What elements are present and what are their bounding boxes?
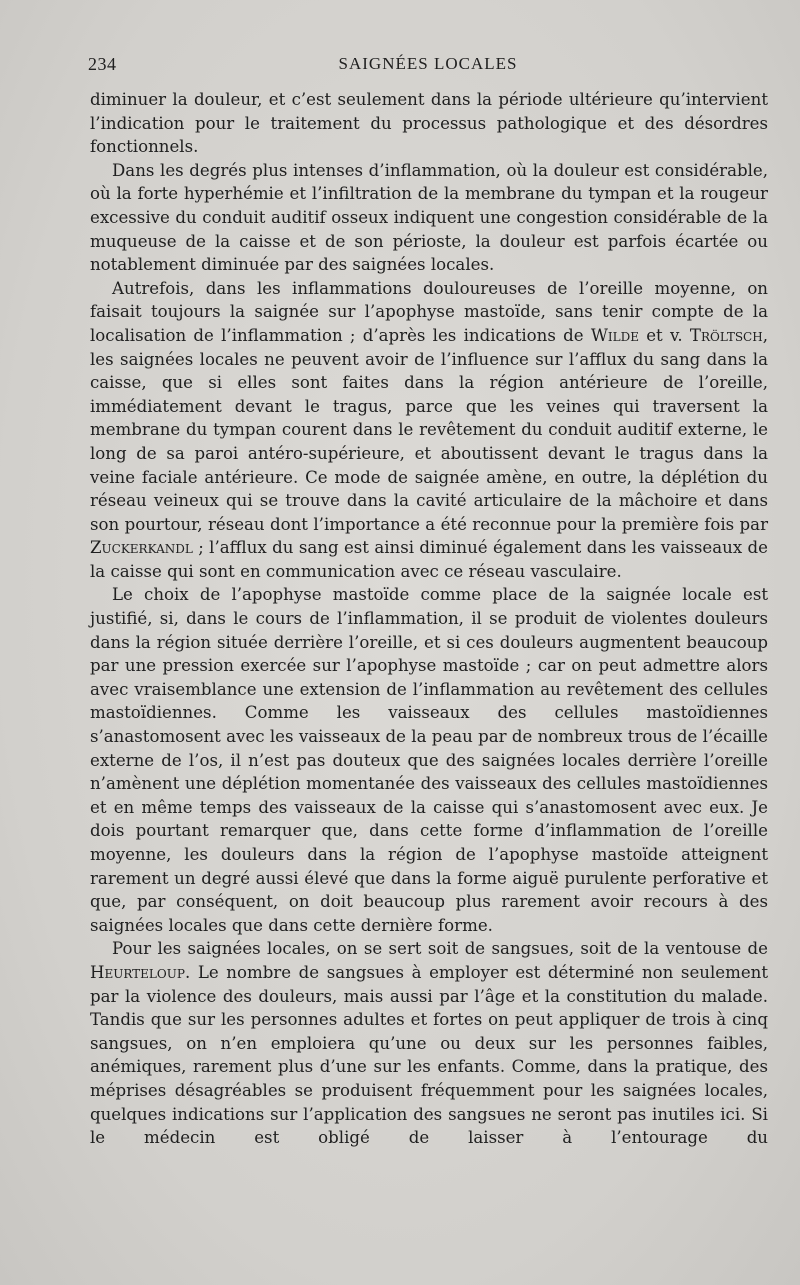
paragraph-3 — [90, 277, 768, 584]
body-text — [90, 88, 768, 1150]
author-name-troltsch: Tröltsch — [689, 325, 763, 345]
paragraph-3-text-c: , les saignées locales ne peuvent avoir de l’influence sur l’afflux du sang dans la caisse, que si elles sont faites dans la région antérieure de l’oreille, immédiatement devant le tragus, parce que les veines qui traversent la membrane du tympan courent dans le revêtement du conduit auditif externe, le long de sa paroi antéro-supérieure, et aboutissent devant le tragus dans la veine faciale antérieure. Ce mode de saignée amène, en outre, la déplétion du réseau veineux qui se trouve dans la cavité articulaire de la mâchoire et dans son pourtour, réseau dont l’importance a été reconnue pour la première fois par — [90, 325, 768, 534]
paragraph-5 — [90, 937, 768, 1149]
page-header — [88, 54, 768, 80]
page-number: 234 — [88, 54, 117, 74]
paragraph-1: diminuer la douleur, et c’est seulement dans la période ultérieure qu’intervient l’indication pour le traitement du processus pathologique et des désordres fonctionnels. — [90, 90, 768, 157]
author-name-zuckerkandl: Zuckerkandl — [90, 538, 193, 558]
paragraph-5-text-b: . Le nombre de sangsues à employer est déterminé non seulement par la violence des douleurs, mais aussi par l’âge et la constitution du malade. Tandis que sur les personnes adultes et fortes on peut appliquer de trois à cinq sangsues, on n’en emploiera qu’une ou deux sur les personnes faibles, anémiques, rarement plus d’une sur les enfants. Comme, dans la pratique, des méprises désagréables se produisent fréquemment pour les saignées locales, quelques indications sur l’application des sangsues ne seront pas inutiles ici. Si le médecin est obligé de laisser à l’entourage du — [90, 962, 768, 1148]
author-name-heurteloup: Heurteloup — [90, 962, 185, 982]
paragraph-2: Dans les degrés plus intenses d’inflammation, où la douleur est considérable, où la forte hyperhémie et l’infiltration de la membrane du tympan et la rougeur excessive du conduit auditif osseux indiquent une congestion considérable de la muqueuse de la caisse et de son périoste, la douleur est parfois écartée ou notablement diminuée par des saignées locales. — [90, 160, 768, 275]
author-name-wilde: Wilde — [590, 325, 639, 345]
paragraph-3-text-a: Autrefois, dans les inflammations douloureuses de l’oreille moyenne, on faisait toujours la saignée sur l’apophyse mastoïde, sans tenir compte de la localisation de l’inflammation ; d’après les indications de — [90, 278, 768, 345]
running-title: SAIGNÉES LOCALES — [338, 54, 518, 73]
paragraph-5-text-a: Pour les saignées locales, on se sert soit de sangsues, soit de la ventouse de — [112, 939, 768, 959]
paragraph-3-text-b: et v. — [638, 325, 690, 345]
paragraph-3-text-d: ; l’afflux du sang est ainsi diminué également dans les vaisseaux de la caisse qui sont en communication avec ce réseau vasculaire. — [90, 538, 768, 581]
paragraph-4: Le choix de l’apophyse mastoïde comme place de la saignée locale est justifié, si, dans le cours de l’inflammation, il se produit de violentes douleurs dans la région située derrière l’oreille, et si ces douleurs augmentent beaucoup par une pression exercée sur l’apophyse mastoïde ; car on peut admettre alors avec vraisemblance une extension de l’inflammation au revêtement des cellules mastoïdiennes. Comme les vaisseaux des cellules mastoïdiennes s’anastomosent avec les vaisseaux de la peau par de nombreux trous de l’écaille externe de l’os, il n’est pas douteux que des saignées locales derrière l’oreille n’amènent une déplétion momentanée des vaisseaux des cellules mastoïdiennes et en même temps des vaisseaux de la caisse qui s’anastomosent avec eux. Je dois pourtant remarquer que, dans cette forme d’inflammation de l’oreille moyenne, les douleurs dans la région de l’apophyse mastoïde atteignent rarement un degré aussi élevé que dans la forme aiguë purulente perforative et que, par conséquent, on doit beaucoup plus rarement avoir recours à des saignées locales que dans cette dernière forme. — [90, 585, 768, 935]
